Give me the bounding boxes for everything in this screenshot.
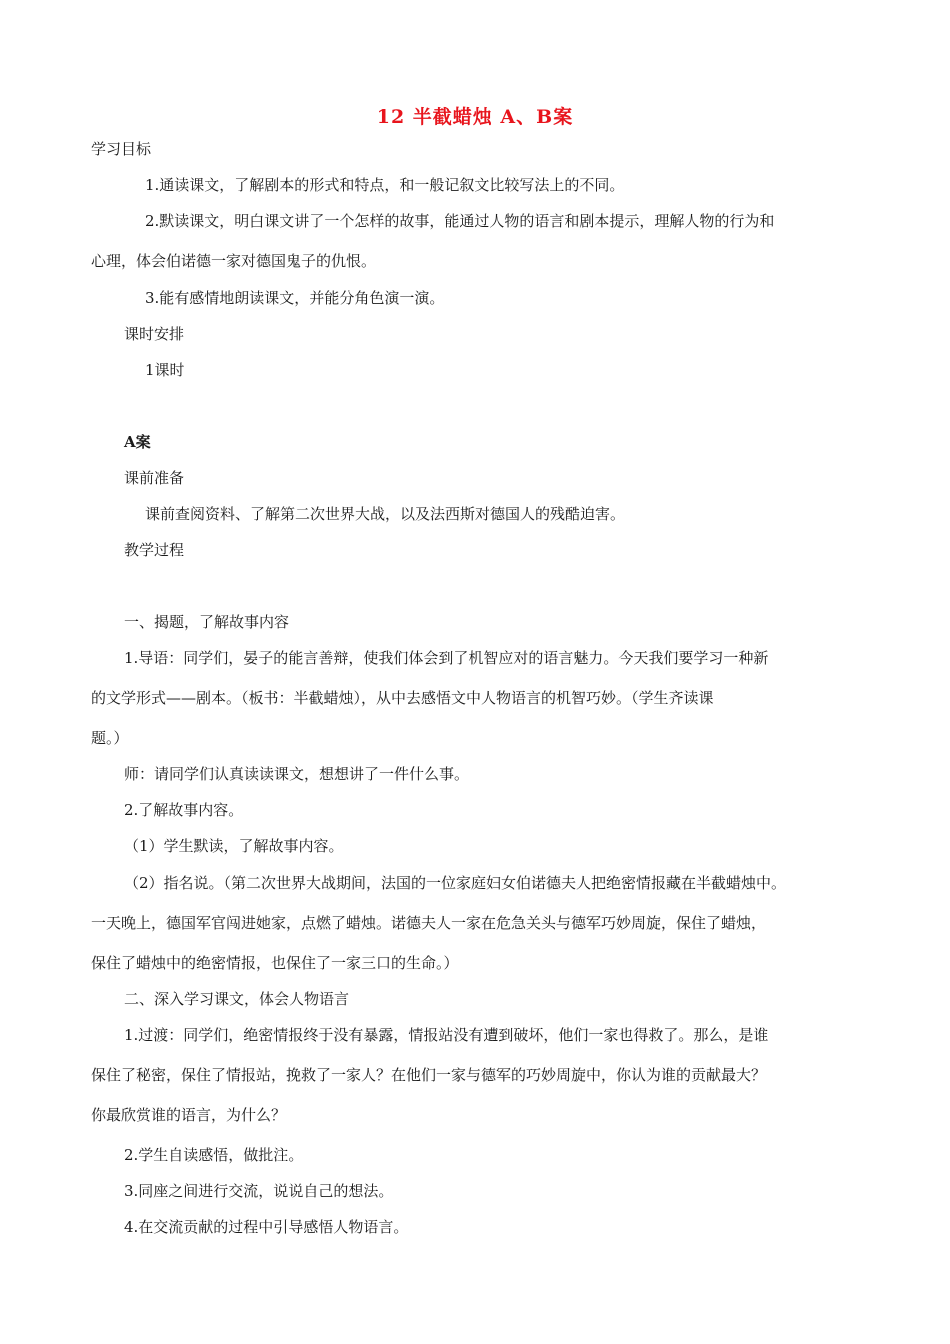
- step-2-heading: 二、深入学习课文，体会人物语言: [124, 990, 350, 1008]
- goal-2-cont: 心理，体会伯诺德一家对德国鬼子的仇恨。: [91, 252, 377, 270]
- heading-process: 教学过程: [124, 541, 185, 559]
- preparation-text: 课前查阅资料、了解第二次世界大战，以及法西斯对德国人的残酷迫害。: [145, 505, 626, 523]
- paragraph-line: 2.了解故事内容。: [124, 801, 244, 819]
- paragraph-line: （1）学生默读，了解故事内容。: [124, 837, 344, 855]
- paragraph-line: 师：请同学们认真读读课文，想想讲了一件什么事。: [124, 765, 470, 783]
- paragraph-line: 一天晚上，德国军官闯进她家，点燃了蜡烛。诺德夫人一家在危急关头与德军巧妙周旋，保住了蜡烛，: [91, 914, 767, 932]
- paragraph-line: 4.在交流贡献的过程中引导感悟人物语言。: [124, 1218, 409, 1236]
- heading-learning-goals: 学习目标: [91, 140, 152, 158]
- section-a-heading: A案: [124, 433, 151, 451]
- step-1-heading: 一、揭题，了解故事内容: [124, 613, 290, 631]
- paragraph-line: 3.同座之间进行交流，说说自己的想法。: [124, 1182, 394, 1200]
- goal-3: 3.能有感情地朗读课文，并能分角色演一演。: [145, 289, 445, 307]
- document-title: 12 半截蜡烛 A、B案: [376, 106, 574, 128]
- paragraph-line: （2）指名说。（第二次世界大战期间，法国的一位家庭妇女伯诺德夫人把绝密情报藏在半截蜡烛中。: [124, 874, 787, 892]
- heading-schedule: 课时安排: [124, 325, 185, 343]
- heading-preparation: 课前准备: [124, 469, 185, 487]
- schedule-value: 1课时: [145, 361, 185, 379]
- paragraph-line: 1.过渡：同学们，绝密情报终于没有暴露，情报站没有遭到破坏，他们一家也得救了。那么，是谁: [124, 1026, 769, 1044]
- paragraph-line: 的文学形式——剧本。（板书：半截蜡烛），从中去感悟文中人物语言的机智巧妙。（学生齐读课: [91, 689, 714, 707]
- paragraph-line: 1.导语：同学们，晏子的能言善辩，使我们体会到了机智应对的语言魅力。今天我们要学习一种新: [124, 649, 769, 667]
- goal-2: 2.默读课文，明白课文讲了一个怎样的故事，能通过人物的语言和剧本提示，理解人物的行为和: [145, 212, 775, 230]
- paragraph-line: 保住了蜡烛中的绝密情报，也保住了一家三口的生命。）: [91, 954, 459, 972]
- paragraph-line: 保住了秘密，保住了情报站，挽救了一家人？在他们一家与德军的巧妙周旋中，你认为谁的贡献最大？: [91, 1066, 767, 1084]
- paragraph-line: 2.学生自读感悟，做批注。: [124, 1146, 304, 1164]
- paragraph-line: 题。）: [91, 729, 129, 747]
- goal-1: 1.通读课文，了解剧本的形式和特点，和一般记叙文比较写法上的不同。: [145, 176, 625, 194]
- paragraph-line: 你最欣赏谁的语言，为什么？: [91, 1106, 287, 1124]
